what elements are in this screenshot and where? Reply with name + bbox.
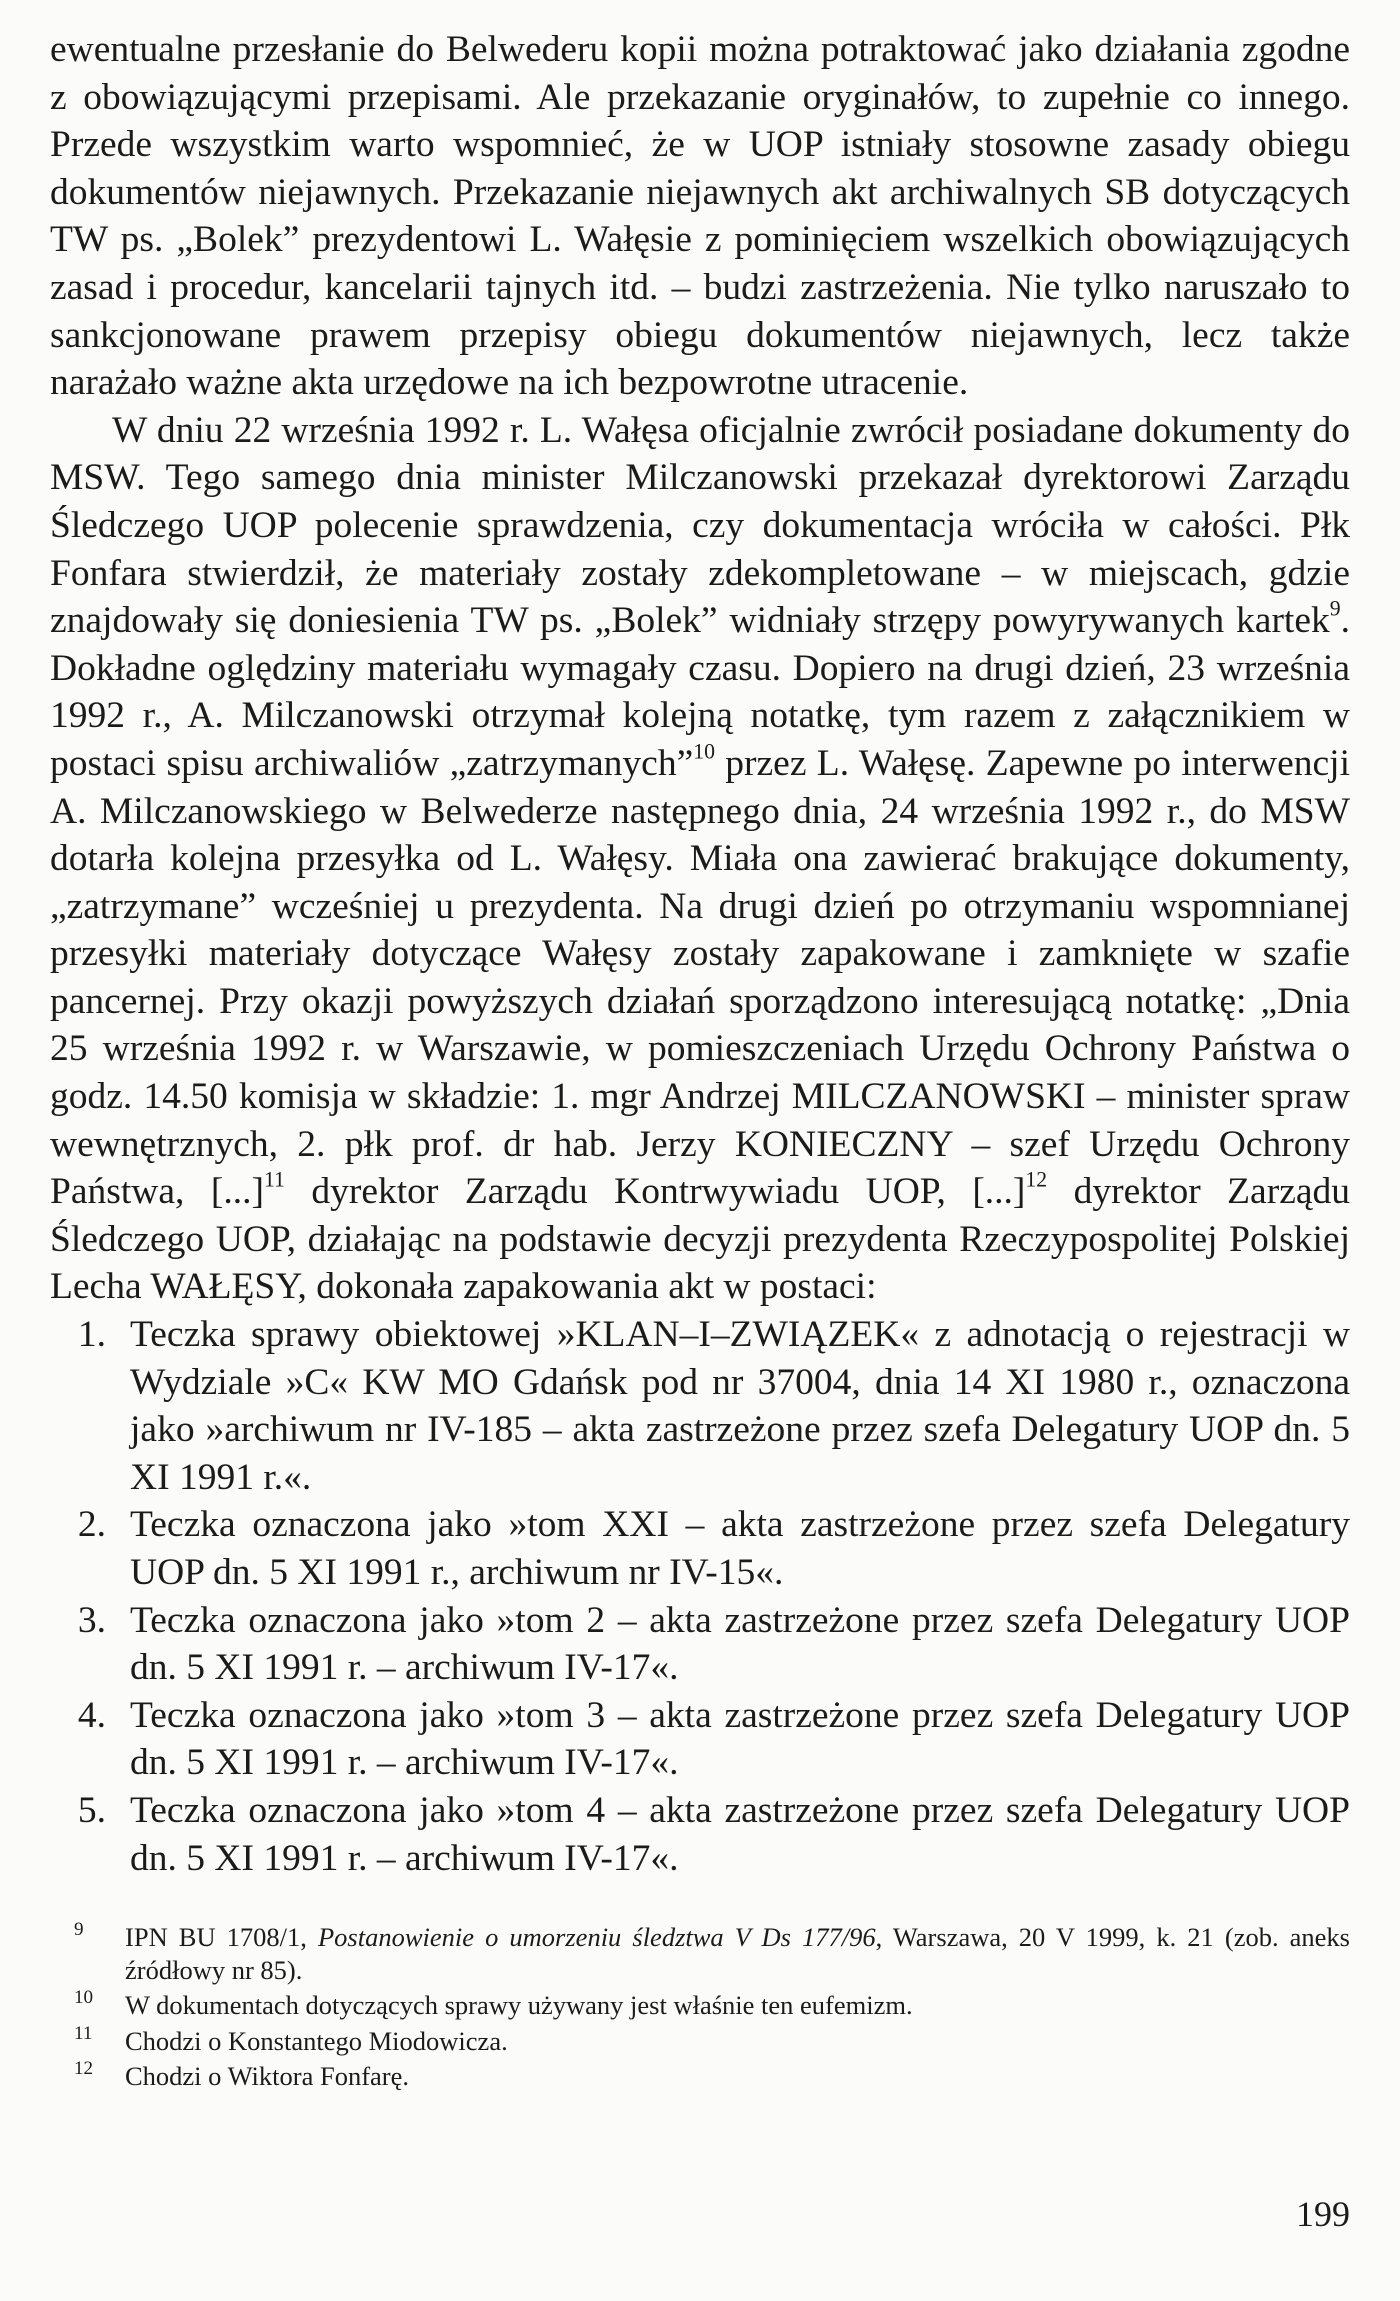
footnote-10	[50, 1989, 1350, 2022]
paragraph-text: dyrektor Zarządu Śledczego UOP, działając na podstawie decyzji prezydenta Rzeczypospolitej Polskiej Lecha WAŁĘSY, dokonała zapakowania akt w postaci:	[50, 1171, 1350, 1308]
list-item-number: 2.	[77, 1504, 106, 1546]
footnote-9	[50, 1921, 1350, 1986]
footnote-12	[50, 2060, 1350, 2093]
list-item-number: 3.	[77, 1599, 106, 1641]
footnote-ref-12[interactable]: 12	[1025, 1167, 1048, 1192]
list-item	[50, 1311, 1350, 1501]
list-item-number: 4.	[77, 1694, 106, 1736]
footnote-text: , Warszawa, 20 V 1999, k. 21 (zob. aneks źródłowy nr 85).	[125, 1922, 1350, 1985]
footnote-text: W dokumentach dotyczących sprawy używany jest właśnie ten eufemizm.	[125, 1990, 913, 2020]
footnote-text: IPN BU 1708/1,	[125, 1922, 318, 1952]
footnote-title: Postanowienie o umorzeniu śledztwa V Ds 177/96	[317, 1922, 876, 1952]
list-item-text: Teczka oznaczona jako »tom 3 – akta zastrzeżone przez szefa Delegatury UOP dn. 5 XI 1991 r. – archiwum IV-17«.	[130, 1694, 1350, 1784]
page-number: 199	[1296, 2194, 1350, 2234]
list-item-text: Teczka oznaczona jako »tom XXI – akta zastrzeżone przez szefa Delegatury UOP dn. 5 XI 1991 r., archiwum nr IV-15«.	[130, 1504, 1350, 1593]
packed-files-list	[50, 1311, 1350, 1882]
paragraph-text: dyrektor Zarządu Kontrwywiadu UOP, [...]	[284, 1171, 1026, 1213]
footnote-text: Chodzi o Konstantego Miodowicza.	[125, 2025, 508, 2056]
paragraph-continuation: ewentualne przesłanie do Belwederu kopii można potraktować jako działania zgodne z obowiązującymi przepisami. Ale przekazanie oryginałów, to zupełnie co innego. Przede wszystkim warto wspomnieć, że w UOP istniały stosowne zasady obiegu dokumentów niejawnych. Przekazanie niejawnych akt archiwalnych SB dotyczących TW ps. „Bolek” prezydentowi L. Wałęsie z pominięciem wszelkich obowiązujących zasad i procedur, kancelarii tajnych itd. – budzi zastrzeżenia. Nie tylko naruszało to sankcjonowane prawem przepisy obiegu dokumentów niejawnych, lecz także narażało ważne akta urzędowe na ich bezpowrotne utracenie.	[50, 29, 1350, 404]
footnote-mark: 9	[74, 1919, 84, 1940]
list-item	[50, 1692, 1350, 1787]
footnote-text: Chodzi o Wiktora Fonfarę.	[125, 2061, 409, 2091]
footnote-ref-9[interactable]: 9	[1329, 596, 1341, 621]
list-item	[50, 1597, 1350, 1692]
list-item-text: Teczka oznaczona jako »tom 2 – akta zastrzeżone przez szefa Delegatury UOP dn. 5 XI 1991 r. – archiwum IV-17«.	[130, 1599, 1350, 1689]
list-item	[50, 1787, 1350, 1882]
footnote-ref-11[interactable]: 11	[263, 1167, 285, 1192]
paragraph-text: W dniu 22 września 1992 r. L. Wałęsa oficjalnie zwrócił posiadane dokumenty do MSW. Tego samego dnia minister Milczanowski przekazał dyrektorowi Zarządu Śledczego UOP polecenie sprawdzenia, czy dokumentacja wróciła w całości. Płk Fonfara stwierdził, że materiały zostały zdekompletowane – w miejscach, gdzie znajdowały się doniesienia TW ps. „Bolek” widniały strzępy powyrywanych kartek	[50, 409, 1350, 642]
footnote-ref-10[interactable]: 10	[693, 739, 715, 764]
paragraph-text: . Dokładne oględziny materiału wymagały czasu. Dopiero na drugi dzień, 23 września 1992 r., A. Milczanowski otrzymał kolejną notatkę, tym razem z załącznikiem w postaci spisu archiwaliów „zatrzymanych”	[50, 600, 1350, 784]
footnote-mark: 12	[74, 2058, 94, 2079]
footnote-mark: 10	[74, 1987, 94, 2008]
list-item-text: Teczka oznaczona jako »tom 4 – akta zastrzeżone przez szefa Delegatury UOP dn. 5 XI 1991 r. – archiwum IV-17«.	[130, 1789, 1350, 1879]
list-item	[50, 1501, 1350, 1596]
footnote-mark: 11	[74, 2022, 93, 2044]
footnotes	[50, 1921, 1350, 2096]
paragraph-22-september	[50, 407, 1350, 1311]
list-item-number: 1.	[77, 1314, 106, 1356]
list-item-text: Teczka sprawy obiektowej »KLAN–I–ZWIĄZEK« z adnotacją o rejestracji w Wydziale »C« KW MO Gdańsk pod nr 37004, dnia 14 XI 1980 r., oznaczona jako »archiwum nr IV-185 – akta zastrzeżone przez szefa Delegatury UOP dn. 5 XI 1991 r.«.	[130, 1314, 1350, 1498]
footnote-11	[50, 2022, 1350, 2058]
list-item-number: 5.	[77, 1789, 106, 1831]
paragraph-text: przez L. Wałęsę. Zapewne po interwencji A. Milczanowskiego w Belwederze następnego dnia, 24 września 1992 r., do MSW dotarła kolejna przesyłka od L. Wałęsy. Miała ona zawierać brakujące dokumenty, „zatrzymane” wcześniej u prezydenta. Na drugi dzień po otrzymaniu wspomnianej przesyłki materiały dotyczące Wałęsy zostały zapakowane i zamknięte w szafie pancernej. Przy okazji powyższych działań sporządzono interesującą notatkę: „Dnia 25 września 1992 r. w Warszawie, w pomieszczeniach Urzędu Ochrony Państwa o godz. 14.50 komisja w składzie: 1. mgr Andrzej MILCZANOWSKI – minister spraw wewnętrznych, 2. płk prof. dr hab. Jerzy KONIECZNY – szef Urzędu Ochrony Państwa, [...]	[50, 742, 1350, 1213]
main-text	[50, 26, 1350, 1882]
